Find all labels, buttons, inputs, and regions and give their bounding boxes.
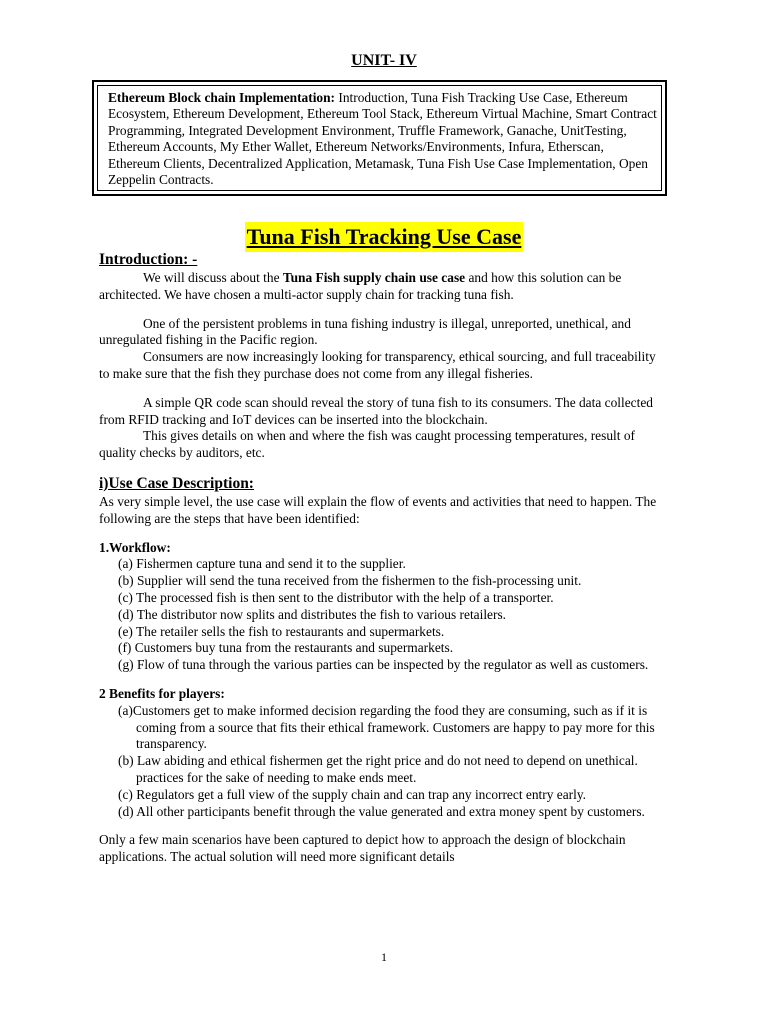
closing-paragraph: Only a few main scenarios have been captured to depict how to approach the design of blockchain applications. The actual solution will need more significant details	[99, 832, 626, 865]
intro-p1-text-b: and how this solution can be architected. We have chosen a multi-actor supply chain for tracking tuna fish.	[99, 270, 622, 302]
unit-heading: UNIT- IV	[351, 52, 417, 69]
workflow-heading: 1.Workflow:	[99, 539, 171, 555]
benefits-heading: 2 Benefits for players:	[99, 685, 225, 701]
benefits-item: (d) All other participants benefit through the value generated and extra money spent by customers.	[118, 803, 645, 819]
benefits-item: (b) Law abiding and ethical fishermen get the right price and do not need to depend on unethical. practices for the sake of needing to make ends meet.	[118, 753, 638, 785]
workflow-item: (e) The retailer sells the fish to restaurants and supermarkets.	[118, 623, 445, 639]
workflow-item: (d) The distributor now splits and distributes the fish to various retailers.	[118, 606, 507, 622]
syllabus-lead: Ethereum Block chain Implementation:	[108, 90, 336, 105]
intro-p1-text-a: We will discuss about the	[143, 270, 283, 285]
intro-paragraph-3: Consumers are now increasingly looking for transparency, ethical sourcing, and full traceability to make sure that the fish they purchase does not come from any illegal fisheries.	[99, 349, 656, 381]
syllabus-box	[92, 80, 667, 196]
intro-paragraph-2: One of the persistent problems in tuna fishing industry is illegal, unreported, unethical, and unregulated fishing in the Pacific region.	[99, 315, 631, 348]
document-title: Tuna Fish Tracking Use Case	[245, 222, 524, 252]
syllabus-box-inner	[97, 85, 662, 191]
use-case-heading: i)Use Case Description:	[99, 474, 254, 492]
benefits-item: (c) Regulators get a full view of the supply chain and can trap any incorrect entry early.	[118, 786, 586, 802]
main-content	[99, 250, 669, 866]
benefits-item: (a)Customers get to make informed decision regarding the food they are consuming, such as if it is coming from a source that fits their ethical framework. Customers are happy to pay more for this transparency.	[118, 702, 655, 752]
intro-paragraph-4: A simple QR code scan should reveal the story of tuna fish to its consumers. The data collected from RFID tracking and IoT devices can be inserted into the blockchain.	[99, 394, 653, 427]
intro-paragraph-1	[99, 270, 669, 304]
intro-paragraph-5: This gives details on when and where the fish was caught processing temperatures, result of quality checks by auditors, etc.	[99, 428, 635, 461]
page-number: 1	[381, 950, 387, 964]
use-case-paragraph: As very simple level, the use case will explain the flow of events and activities that need to happen. The following are the steps that have been identified:	[99, 493, 657, 526]
workflow-item: (f) Customers buy tuna from the restaurants and supermarkets.	[118, 640, 454, 656]
workflow-item: (c) The processed fish is then sent to the distributor with the help of a transporter.	[118, 589, 554, 605]
workflow-item: (b) Supplier will send the tuna received from the fishermen to the fish-processing unit.	[118, 573, 582, 589]
workflow-item: (a) Fishermen capture tuna and send it to the supplier.	[118, 556, 406, 572]
intro-p1-bold: Tuna Fish supply chain use case	[282, 270, 466, 285]
introduction-heading: Introduction: -	[99, 251, 198, 268]
title-wrap	[0, 222, 768, 252]
syllabus-topics: Introduction, Tuna Fish Tracking Use Case, Ethereum Ecosystem, Ethereum Development, Ethereum Tool Stack, Ethereum Virtual Machine, Smart Contract Programming, Integrated Development Environment, Truffle Framework, Ganache, UnitTesting, Ethereum Accounts, My Ether Wallet, Ethereum Networks/Environments, Infura, Etherscan, Ethereum Clients, Decentralized Application, Metamask, Tuna Fish Use Case Implementation, Open Zeppelin Contracts.	[108, 90, 657, 188]
workflow-item: (g) Flow of tuna through the various parties can be inspected by the regulator as well as customers.	[118, 657, 649, 673]
